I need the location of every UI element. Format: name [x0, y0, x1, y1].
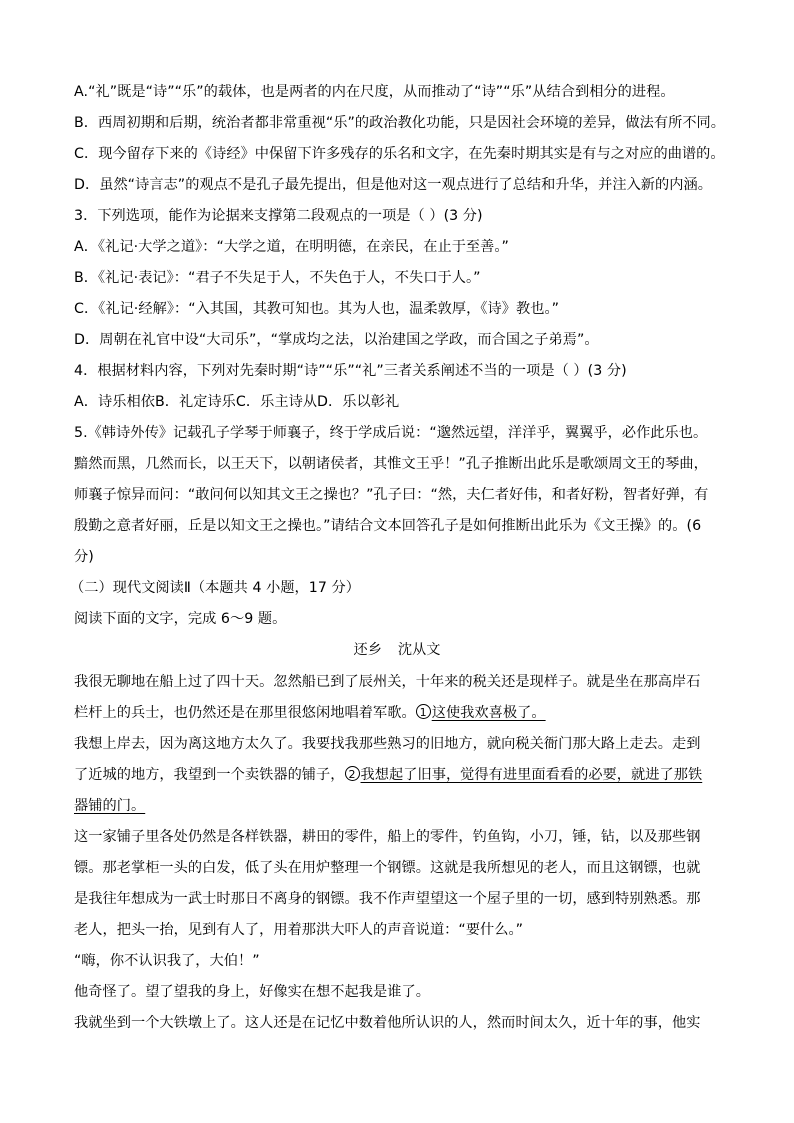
- author-name: 沈从文: [397, 642, 441, 658]
- q3-stem: 3．下列选项，能作为论据来支撑第二段观点的一项是（ ）(3 分): [74, 208, 483, 224]
- passage-p3-line-4: 老人，把头一抬，见到有人了，用着那洪大吓人的声音说道：“要什么。”: [74, 922, 524, 938]
- underlined-sentence-2-end: 器铺的门。: [74, 798, 146, 814]
- circled-number-1: 1: [416, 704, 431, 719]
- q2-option-b: B．西周初期和后期，统治者都非常重视“乐”的政治教化功能，只是因社会环境的差异，做法有所不同。: [74, 115, 726, 131]
- passage-p4: “嗨，你不认识我了，大伯！”: [74, 953, 260, 969]
- section-heading: （二）现代文阅读Ⅱ（本题共 4 小题，17 分）: [70, 580, 360, 596]
- q2-option-d: D．虽然“诗言志”的观点不是孔子最先提出，但是他对这一观点进行了总结和升华，并注入新的内涵。: [74, 177, 712, 193]
- q4-stem: 4．根据材料内容，下列对先秦时期“诗”“乐”“礼”三者关系阐述不当的一项是（ ）(3 分): [74, 363, 627, 379]
- passage-p2-line-2: [74, 765, 734, 785]
- q3-option-d: D．周朝在礼官中设“大司乐”，“掌成均之法，以治建国之学政，而合国之子弟焉”。: [74, 332, 599, 348]
- passage-p1-line-2: [74, 703, 734, 723]
- passage-p3-line-1: 这一家铺子里各处仍然是各样铁器，耕田的零件，船上的零件，钓鱼钩，小刀，锤，钻，以及那些钢: [74, 829, 701, 845]
- title-text: 还乡: [353, 642, 382, 658]
- underlined-sentence-1: 这使我欢喜极了。: [431, 705, 546, 721]
- passage-p1-line-2-text: 栏杆上的兵士，也仍然还是在那里很悠闲地唱着军歌。: [74, 705, 416, 721]
- q2-option-c: C．现今留存下来的《诗经》中保留下许多残存的乐名和文字，在先秦时期其实是有与之对应的曲谱的。: [74, 146, 725, 162]
- passage-p1-line-1: 我很无聊地在船上过了四十天。忽然船已到了辰州关，十年来的税关还是现样子。就是坐在那高岸石: [74, 674, 701, 690]
- q5-line-2: 黯然而黑，几然而长，以王天下，以朝诸侯者，其惟文王乎！”孔子推断出此乐是歌颂周文王的琴曲，: [74, 456, 708, 472]
- passage-p2-line-2-text: 了近城的地方，我望到一个卖铁器的铺子，: [74, 767, 345, 783]
- circled-number-2: 2: [345, 766, 360, 781]
- passage-p3-line-2: 镖。那老掌柜一头的白发，低了头在用炉整理一个钢镖。这就是我所想见的老人，而且这钢镖，也就: [74, 860, 701, 876]
- q5-line-4: 殷勤之意者好丽，丘是以知文王之操也。”请结合文本回答孔子是如何推断出此乐为《文王操》的。(6: [74, 518, 702, 534]
- q5-line-3: 师襄子惊异而问：“敢问何以知其文王之操也？”孔子曰：“然，夫仁者好伟，和者好粉，智者好弹，有: [74, 487, 709, 503]
- passage-p5: 他奇怪了。望了望我的身上，好像实在想不起我是谁了。: [74, 984, 430, 1000]
- q5-line-5: 分): [74, 549, 94, 565]
- passage-title: [0, 640, 794, 660]
- passage-p2-line-1: 我想上岸去，因为离这地方太久了。我要找我那些熟习的旧地方，就向税关衙门那大路上走去。走到: [74, 736, 701, 752]
- underlined-sentence-2: 我想起了旧事，觉得有进里面看看的必要，就进了那铁: [360, 767, 703, 783]
- passage-p6-line-1: 我就坐到一个大铁墩上了。这人还是在记忆中数着他所认识的人，然而时间太久，近十年的事，他实: [74, 1015, 701, 1031]
- passage-p2-line-3: [74, 796, 734, 816]
- q3-option-b: B．《礼记·表记》：“君子不失足于人，不失色于人，不失口于人。”: [74, 270, 481, 286]
- q3-option-a: A．《礼记·大学之道》：“大学之道，在明明德，在亲民，在止于至善。”: [74, 239, 509, 255]
- section-instruction: 阅读下面的文字，完成 6～9 题。: [74, 611, 287, 627]
- q3-option-c: C．《礼记·经解》：“入其国，其教可知也。其为人也，温柔敦厚，《诗》教也。”: [74, 301, 559, 317]
- q4-options: A．诗乐相依B．礼定诗乐C．乐主诗从D．乐以彰礼: [74, 394, 400, 410]
- q5-line-1: 5.《韩诗外传》记载孔子学琴于师襄子，终于学成后说：“邈然远望，洋洋乎，翼翼乎，必作此乐也。: [74, 425, 708, 441]
- passage-p3-line-3: 是我往年想成为一武士时那日不离身的钢镖。我不作声望望这一个屋子里的一切，感到特别熟悉。那: [74, 891, 701, 907]
- q2-option-a: A.“礼”既是“诗”“乐”的载体，也是两者的内在尺度，从而推动了“诗”“乐”从结合到相分的进程。: [74, 84, 675, 100]
